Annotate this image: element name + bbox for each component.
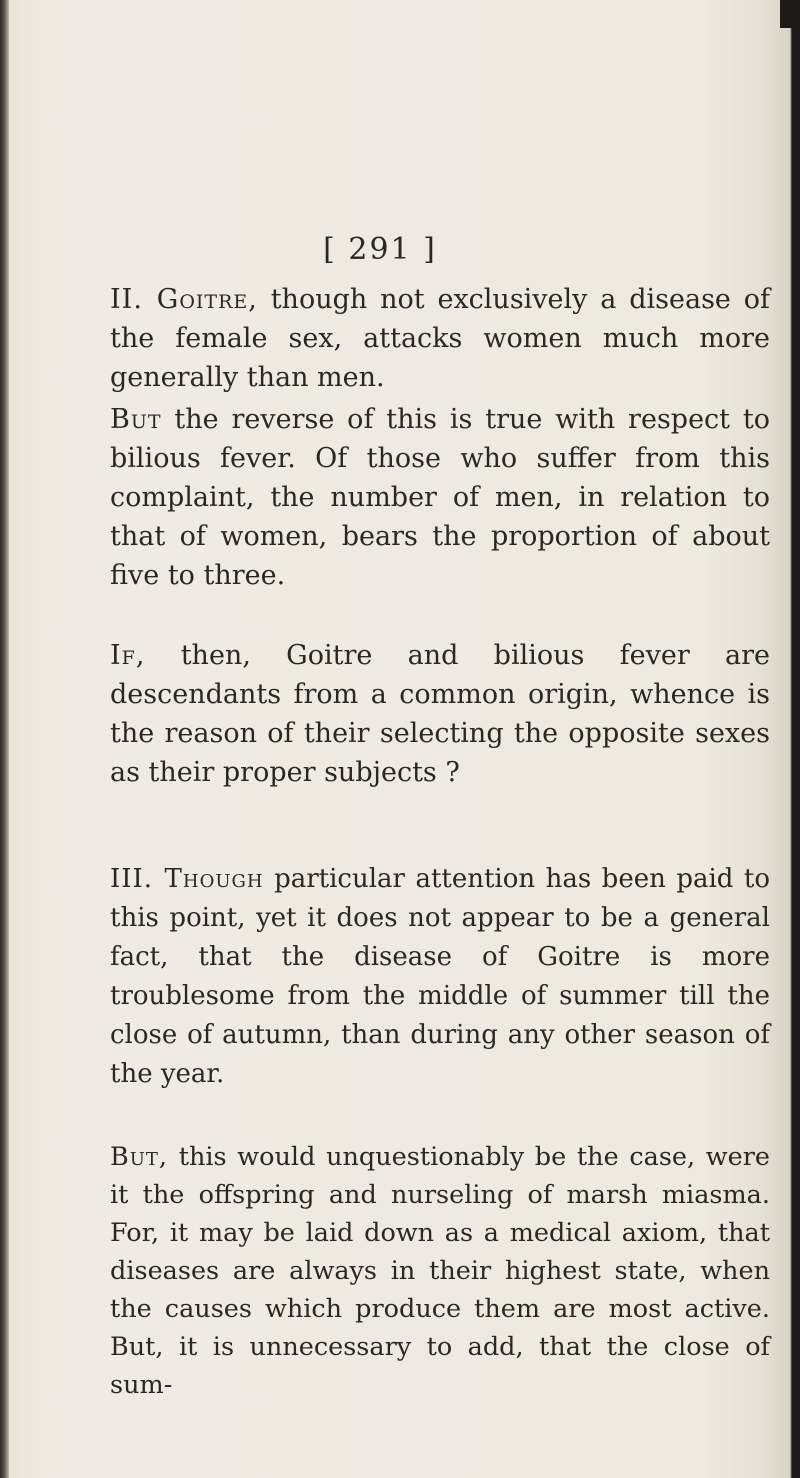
paragraph-bilious-fever	[24, 400, 770, 595]
paragraph-goitre	[24, 280, 770, 397]
paragraph-text: this would unquestionably be the case, were it the offspring and nurseling of marsh miasma. For, it may be laid down as a medical axiom, that diseases are always in their highest state, when the causes which produce them are most active. But, it is unnecessary to add, that the close of sum-	[110, 1142, 770, 1400]
page-number: [ 291 ]	[323, 232, 437, 267]
paragraph-lead: But	[110, 404, 162, 435]
paragraph-text: particular attention has been paid to this point, yet it does not appear to be a general fact, that the disease of Goitre is more troublesome from the middle of summer till the close of autumn, than during any other season of the year.	[110, 864, 771, 1089]
paragraph-text: the reverse of this is true with respect to bilious fever. Of those who suffer from this complaint, the number of men, in relation to that of women, bears the proportion of about five to three.	[110, 404, 770, 591]
paragraph-lead: III. Though	[110, 864, 264, 894]
paragraph-marsh-miasma	[24, 1138, 770, 1404]
paragraph-text: then, Goitre and bilious fever are descendants from a common origin, whence is the reason of their selecting the opposite sexes as their proper subjects ?	[110, 640, 770, 788]
paragraph-lead: If,	[110, 640, 146, 671]
paragraph-season	[24, 860, 770, 1094]
page-corner-shadow	[780, 0, 800, 28]
paragraph-lead: But,	[110, 1142, 169, 1172]
page-binding-edge	[0, 0, 9, 1478]
paragraph-common-origin	[24, 636, 770, 792]
paragraph-lead: II. Goitre,	[110, 284, 258, 315]
paragraph-text: though not exclusively a disease of the female sex, attacks women much more generally than men.	[110, 284, 771, 393]
